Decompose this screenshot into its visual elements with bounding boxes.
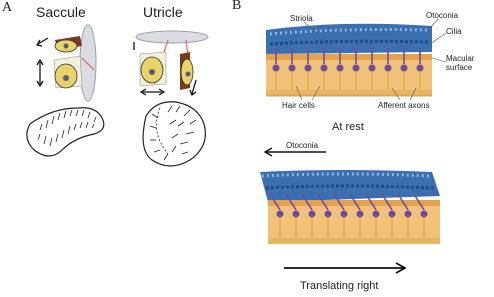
macular-surface-label: Macular surface bbox=[446, 54, 475, 72]
translating-right-arrow bbox=[284, 263, 405, 273]
at-rest-caption: At rest bbox=[332, 121, 364, 133]
sensory-epithelium bbox=[266, 54, 432, 96]
afferent-axons-label: Afferent axons bbox=[378, 101, 430, 110]
panel-b-letter: B bbox=[232, 0, 242, 13]
striola-label: Striola bbox=[290, 14, 313, 23]
otoconia-layer bbox=[266, 24, 432, 54]
saccule-heading: Saccule bbox=[36, 4, 86, 20]
translating-block bbox=[260, 170, 440, 244]
at-rest-block bbox=[266, 19, 446, 100]
panel-a-letter: A bbox=[2, 0, 13, 15]
cilia-label: Cilia bbox=[446, 27, 462, 36]
otoconia-label: Otoconia bbox=[426, 11, 459, 20]
otoconia-arrow-label: Otoconia bbox=[286, 141, 319, 150]
translating-right-caption: Translating right bbox=[300, 280, 379, 292]
hair-cells-label: Hair cells bbox=[282, 101, 315, 110]
utricle-heading: Utricle bbox=[143, 4, 183, 20]
